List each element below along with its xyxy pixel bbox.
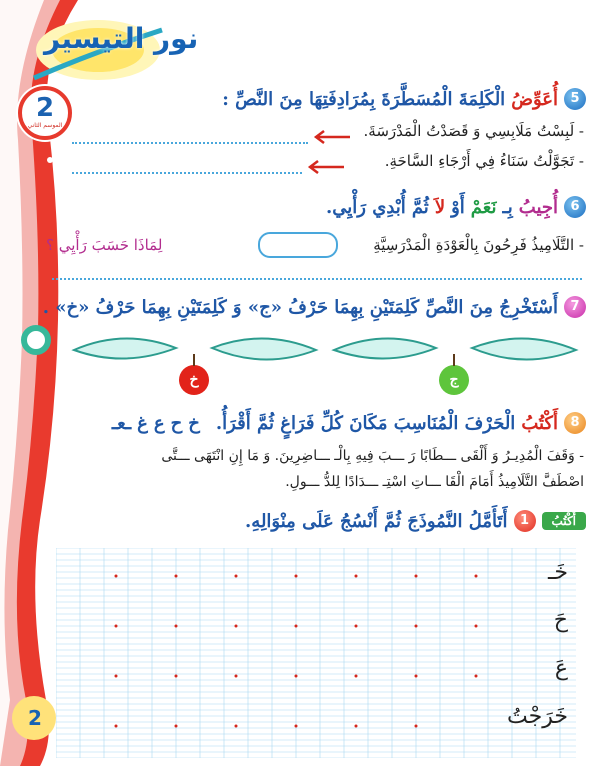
logo-text: نور التيسير	[44, 22, 199, 55]
question-6-sentence: - التَّلَامِيذُ فَرِحُونَ بِالْعَوْدَةِ الْمَدْرَسِيَّةِ	[373, 236, 584, 254]
writing-number: 1	[514, 510, 536, 532]
question-8-line-1: - وَقَفَ الْمُدِيـرُ وَ أَلْقَى ـــطَابًا رَ ـــبَ فِيهِ بِالْـ ـــاضِرِينَ. وَ مَا إِنِ انْتَهَى ـــتَّى	[161, 448, 584, 464]
question-5-line-1: - لَبِسْتُ مَلَابِسِي وَ قَصَدْتُ الْمَدْرَسَةَ.	[363, 122, 584, 140]
question-7-number: 7	[564, 296, 586, 318]
unit-number: 2	[35, 93, 55, 123]
question-7-header	[43, 296, 586, 318]
letter-option: غ	[137, 412, 148, 434]
question-6-then: ثُمَّ	[411, 196, 429, 218]
model-word: خَرَجْتُ	[507, 704, 568, 729]
answer-line[interactable]	[72, 172, 302, 174]
question-7-title: أَسْتَخْرِجُ مِنَ النَّصِّ كَلِمَتَيْنِ بِهِمَا حَرْفُ «ج» وَ كَلِمَتَيْنِ بِهِمَا حَرْفُ «خ» .	[42, 296, 558, 318]
model-letter-kha: خَـ	[547, 560, 568, 585]
question-6-verb: أُجِيبُ	[518, 196, 558, 218]
question-6-end: أُبْدِي رَأْيِي.	[326, 196, 406, 218]
question-6-bi: بِـ	[502, 196, 513, 218]
question-5-header	[222, 88, 586, 110]
option-or: أَوْ	[451, 196, 465, 218]
model-letter-ain: عَ	[554, 656, 568, 681]
question-8-header	[112, 412, 586, 434]
question-5-title: الْكَلِمَةَ الْمُسَطَّرَةَ بِمُرَادِفَتِهَا مِنَ النَّصِّ :	[222, 88, 506, 110]
apple-letter-jim: ج	[449, 372, 459, 388]
leaves-illustration	[64, 330, 584, 400]
answer-line[interactable]	[72, 142, 308, 144]
question-6-number: 6	[564, 196, 586, 218]
page-number: 2	[28, 706, 42, 730]
apple-letter-kha: خ	[189, 372, 199, 388]
letter-option: خ	[188, 412, 200, 434]
question-8-title: الْحَرْفَ الْمُنَاسِبَ مَكَانَ كُلِّ فَرَاغٍ ثُمَّ أَقْرَأُ.	[215, 412, 516, 434]
writing-badge: أَكْتُبُ	[542, 512, 586, 530]
model-letter-ha: حَ	[553, 608, 568, 633]
option-no: لاَ	[434, 196, 446, 218]
unit-subtitle: الموسم الثاني	[27, 122, 63, 129]
answer-line[interactable]	[52, 278, 582, 280]
question-5-line-2: - تَجَوَّلْتُ سَنَاءُ فِي أَرْجَاءِ السَّاحَةِ.	[384, 152, 584, 170]
writing-grid[interactable]	[56, 548, 576, 758]
question-5-verb: أُعَوِّضُ	[511, 88, 558, 110]
letter-option: ـعـ	[111, 412, 132, 434]
question-6-header	[326, 196, 586, 218]
question-6-why: لِمَاذَا حَسَبَ رَأْيِي ؟	[46, 236, 163, 254]
writing-header	[245, 510, 586, 532]
answer-box[interactable]	[258, 232, 338, 258]
writing-title: أَتَأَمَّلُ النَّمُوذَجَ ثُمَّ أَنْسُجُ عَلَى مِنْوَالِهِ.	[245, 510, 508, 532]
letter-option: ح	[170, 412, 183, 434]
question-8-verb: أَكْتُبُ	[521, 412, 558, 434]
option-yes: نَعَمْ	[470, 196, 497, 218]
letter-option: ع	[153, 412, 165, 434]
question-8-line-2: اصْطَفَّ التَّلَامِيذُ أَمَامَ الْقَا ـــاتِ اسْتِـ ـــدَادًا لِلدُّ ـــولِ.	[285, 474, 584, 490]
question-5-number: 5	[564, 88, 586, 110]
arrow-icon	[306, 160, 346, 174]
arrow-icon	[312, 130, 352, 144]
question-8-number: 8	[564, 412, 586, 434]
unit-badge	[18, 86, 72, 140]
